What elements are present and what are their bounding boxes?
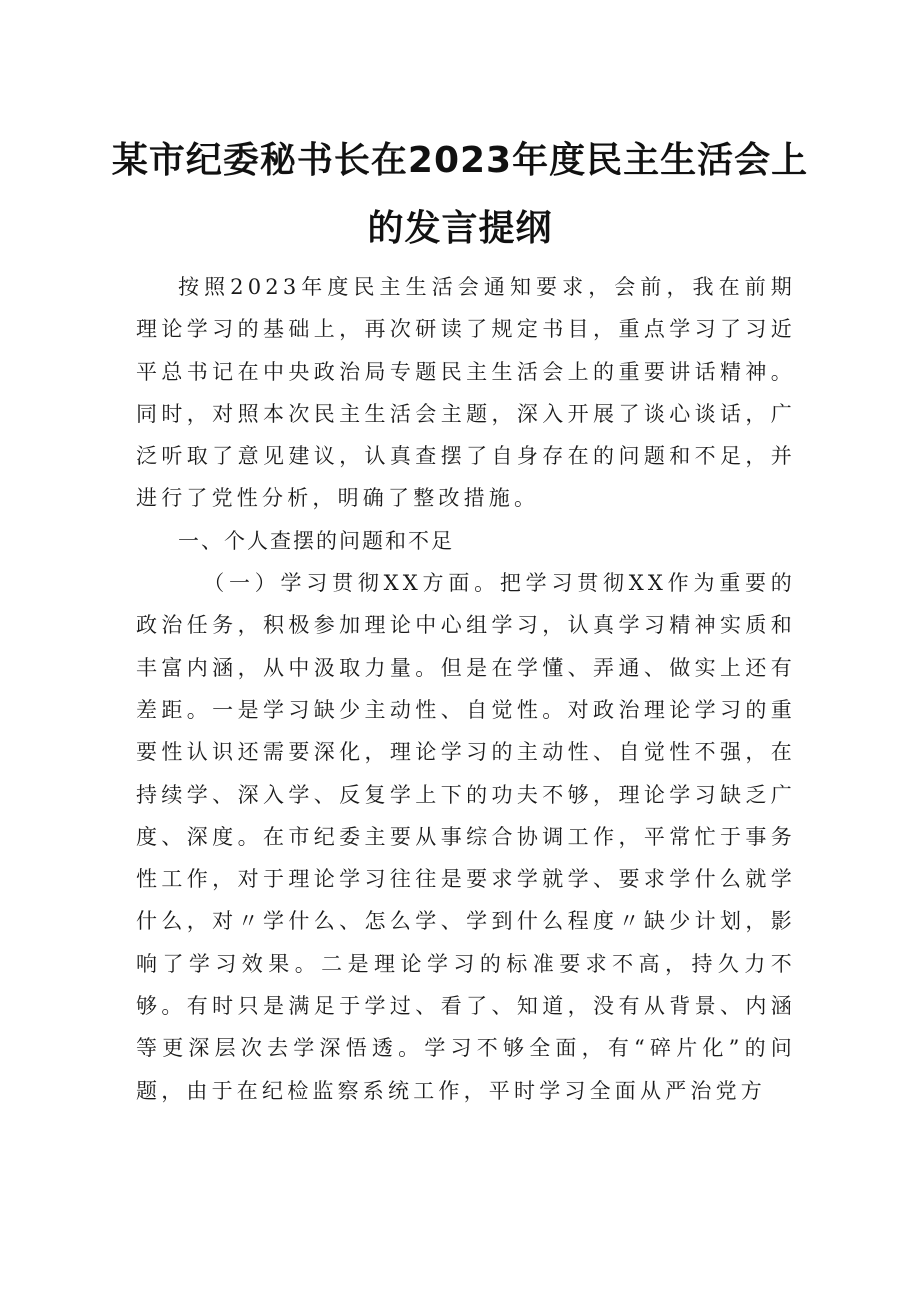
subsection-paragraph: （一）学习贯彻XX方面。把学习贯彻XX作为重要的政治任务，积极参加理论中心组学习，认真学习精神实质和丰富内涵，从中汲取力量。但是在学懂、弄通、做实上还有差距。一是学习缺少主动性、自觉性。对政治理论学习的重要性认识还需要深化，理论学习的主动性、自觉性不强，在持续学、深入学、反复学上下的功夫不够，理论学习缺乏广度、深度。在市纪委主要从事综合协调工作，平常忙于事务性工作，对于理论学习往往是要求学就学、要求学什么就学什么，对〃学什么、怎么学、学到什么程度〃缺少计划，影响了学习效果。二是理论学习的标准要求不高，持久力不够。有时只是满足于学过、看了、知道，没有从背景、内涵等更深层次去学深悟透。学习不够全面，有“碎片化”的问题，由于在纪检监察系统工作，平时学习全面从严治党方 <box>136 571 796 1103</box>
document-title-line-2: 的发言提纲 <box>367 208 553 249</box>
section-heading: 一、个人查摆的问题和不足 <box>178 528 454 553</box>
document-body <box>136 266 796 1112</box>
intro-paragraph: 按照2023年度民主生活会通知要求，会前，我在前期理论学习的基础上，再次研读了规定书目，重点学习了习近平总书记在中央政治局专题民主生活会上的重要讲话精神。同时，对照本次民主生活会主题，深入开展了谈心谈话，广泛听取了意见建议，认真查摆了自身存在的问题和不足，并进行了党性分析，明确了整改措施。 <box>136 275 796 511</box>
document-title-line-1: 某市纪委秘书长在2023年度民主生活会上 <box>111 140 809 181</box>
